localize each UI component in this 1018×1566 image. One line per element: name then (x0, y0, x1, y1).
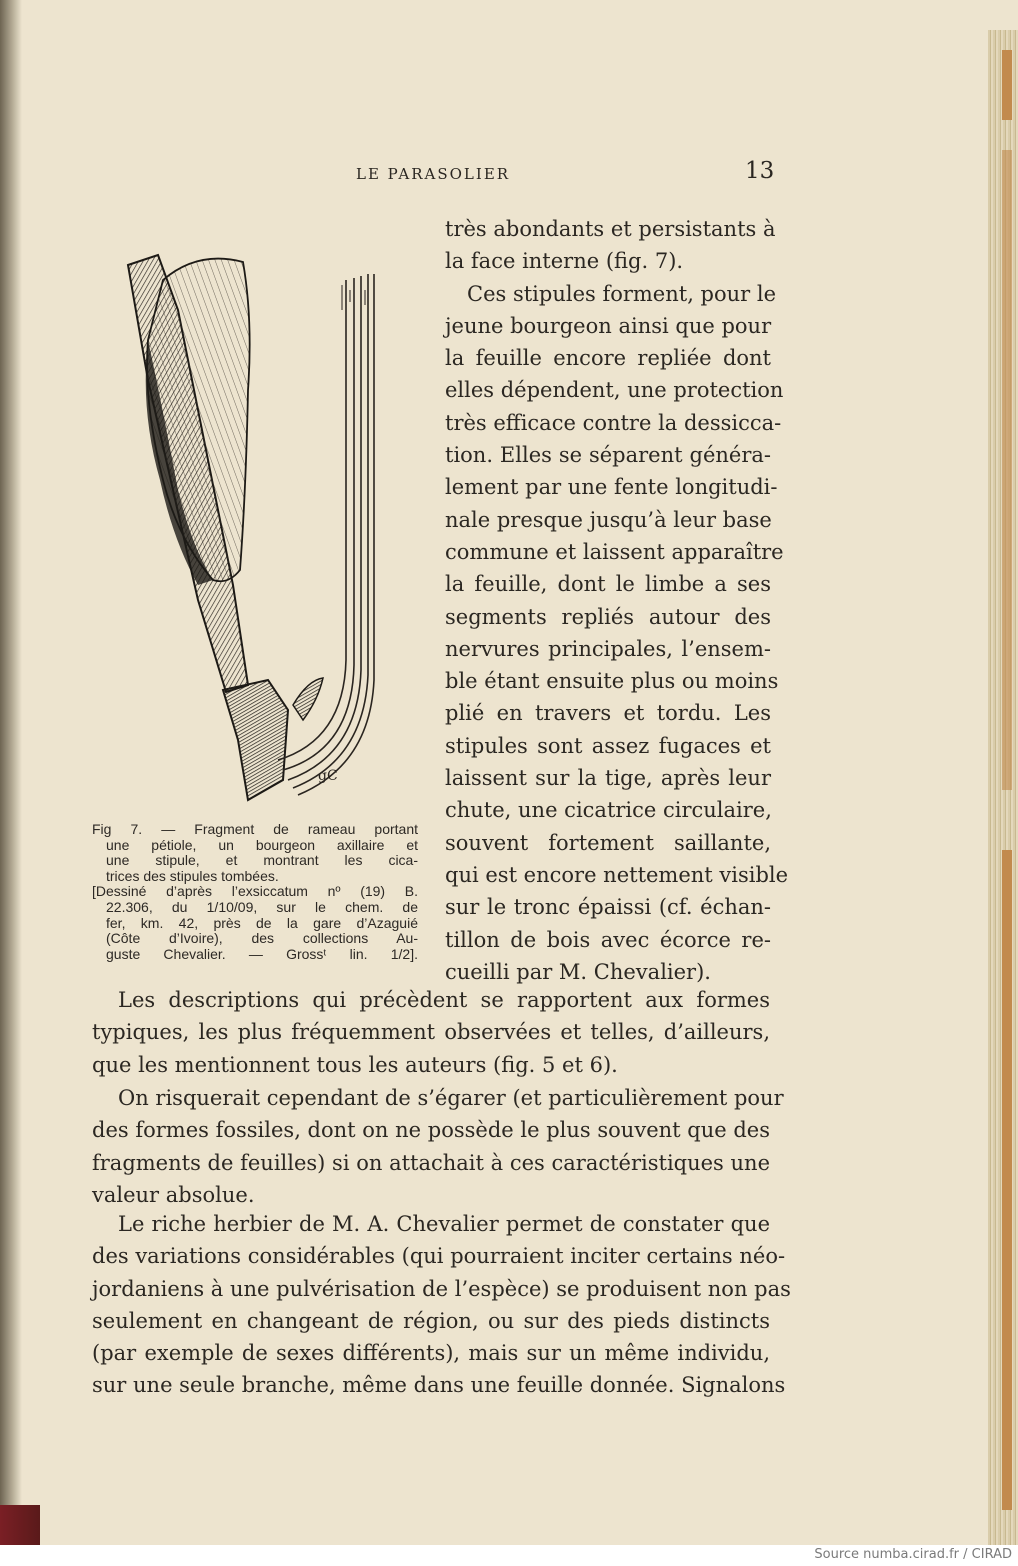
text-line: jordaniens à une pulvérisation de l’espèce) se produisent non pas (92, 1276, 791, 1301)
text-line: la face interne (fig. 7). (445, 249, 684, 274)
text-line: On risquerait cependant de s’égarer (et particulièrement pour (118, 1086, 784, 1110)
text-line: tillon de bois avec écorce re- (445, 927, 771, 952)
text-line: souvent fortement saillante, (445, 830, 771, 855)
text-line: des variations considérables (qui pourraient inciter certains néo- (92, 1244, 786, 1269)
caption-line: (Côte d’Ivoire), des collections Au- (106, 930, 418, 947)
text-line: segments repliés autour des (445, 604, 771, 629)
text-line: la feuille encore repliée dont (445, 346, 771, 371)
right-column-text (445, 213, 789, 988)
text-line: jeune bourgeon ainsi que pour (445, 313, 772, 338)
page-edges (988, 30, 1018, 1545)
text-line: commune et laissent apparaître (445, 539, 784, 564)
axillary-bud (293, 678, 323, 720)
cover-corner (0, 1505, 40, 1545)
edge-stain (1002, 850, 1012, 1510)
caption-line: [Dessiné d’après l’exsiccatum nº (19) B. (92, 883, 418, 900)
text-line: stipules sont assez fugaces et (445, 733, 771, 758)
figure-caption (92, 822, 418, 962)
text-line: fragments de feuilles) si on attachait à ces caractéristiques une (92, 1150, 770, 1175)
text-line: chute, une cicatrice circulaire, (445, 798, 772, 823)
page-number: 13 (745, 158, 775, 184)
text-line: tion. Elles se séparent généra- (445, 443, 771, 468)
petiole (278, 274, 374, 795)
figure-7-illustration (118, 240, 398, 815)
caption-line: Fig 7. — Fragment de rameau portant (92, 821, 418, 837)
text-line: plié en travers et tordu. Les (445, 701, 771, 726)
caption-line: 22.306, du 1/10/09, sur le chem. de (106, 898, 418, 915)
text-line: cueilli par M. Chevalier). (445, 959, 711, 984)
edge-stain (1002, 50, 1012, 120)
edge-stain (1002, 150, 1012, 790)
text-line: elles dépendent, une protection (445, 378, 784, 403)
text-line: (par exemple de sexes différents), mais sur un même individu, (92, 1341, 770, 1366)
artist-monogram: gC (318, 768, 338, 784)
paragraph-forms (92, 984, 770, 1081)
caption-line: trices des stipules tombées. (106, 867, 279, 884)
source-credit: Source numba.cirad.fr / CIRAD (814, 1547, 1012, 1562)
text-line: très efficace contre la dessicca- (445, 410, 782, 435)
text-line: qui est encore nettement visible (445, 862, 789, 887)
caption-line: guste Chevalier. — Grossᵗ lin. 1/2]. (106, 945, 418, 962)
text-line: laissent sur la tige, après leur (445, 766, 771, 791)
text-line: la feuille, dont le limbe a ses (445, 572, 771, 597)
text-line: ble étant ensuite plus ou moins (445, 669, 779, 694)
text-line: nervures principales, l’ensem- (445, 636, 771, 661)
text-line: typiques, les plus fréquemment observées et telles, d’ailleurs, (92, 1020, 770, 1045)
paragraph-herbier (92, 1208, 791, 1402)
text-line: seulement en changeant de région, ou sur des pieds distincts (92, 1308, 770, 1333)
text-line: sur le tronc épaissi (cf. échan- (445, 895, 771, 920)
text-line: des formes fossiles, dont on ne possède le plus souvent que des (92, 1118, 770, 1143)
text-line: sur une seule branche, même dans une feuille donnée. Signalons (92, 1373, 786, 1398)
caption-line: une pétiole, un bourgeon axillaire et (106, 836, 418, 853)
caption-line: une stipule, et montrant les cica- (106, 852, 418, 869)
text-line: que les mentionnent tous les auteurs (fig. 5 et 6). (92, 1052, 618, 1077)
running-title: LE PARASOLIER (356, 165, 511, 183)
text-line: nale presque jusqu’à leur base (445, 507, 772, 532)
text-line: Le riche herbier de M. A. Chevalier permet de constater que (118, 1212, 770, 1236)
text-line: lement par une fente longitudi- (445, 475, 778, 500)
text-line: Ces stipules forment, pour le (467, 281, 777, 306)
caption-line: fer, km. 42, près de la gare d’Azaguié (106, 914, 418, 931)
text-line: très abondants et persistants à (445, 217, 776, 241)
paragraph-fossils (92, 1082, 784, 1211)
text-line: Les descriptions qui précèdent se rapportent aux formes (118, 988, 770, 1012)
text-line: valeur absolue. (92, 1182, 255, 1207)
binding-shadow (0, 0, 22, 1545)
stem-base (223, 680, 288, 800)
